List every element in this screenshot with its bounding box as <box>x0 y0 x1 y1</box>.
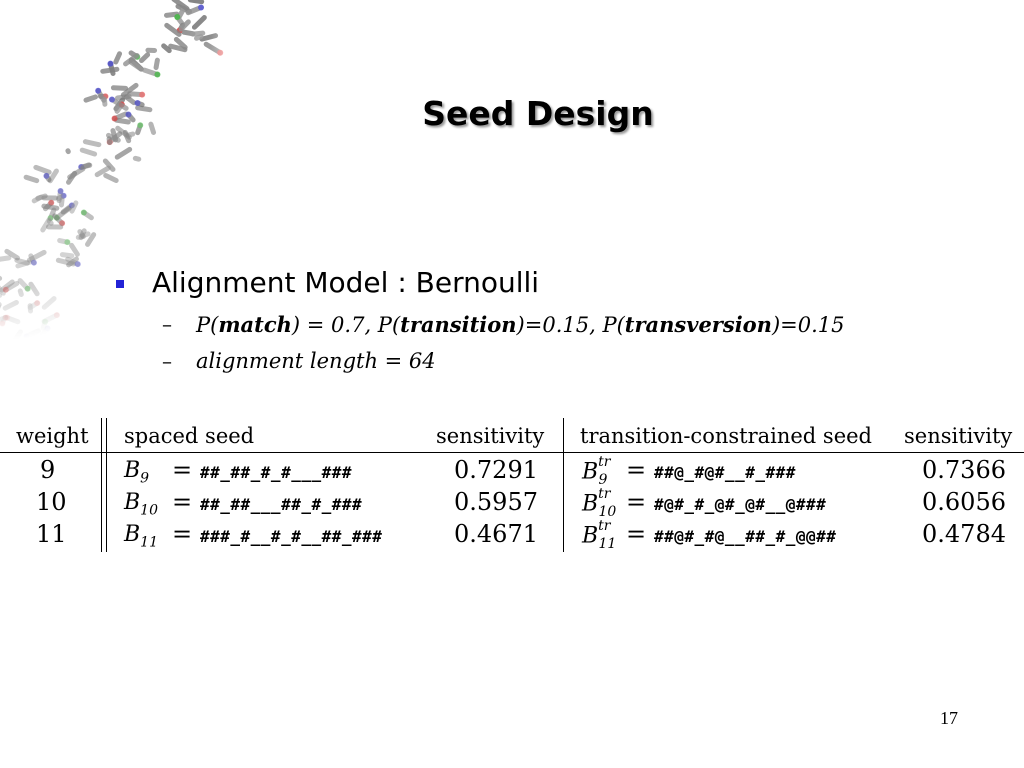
column-rule <box>563 418 564 552</box>
table-cell-weight: 9 <box>40 456 56 484</box>
table-cell-tc-seed: ##@#_#@__##_#_@@## <box>654 527 837 546</box>
sub-bullet-alignment-length: alignment length = 64 <box>196 349 436 373</box>
table-cell-tc-label: $B^{tr}_{10}$ <box>582 486 617 520</box>
dash-icon: – <box>162 312 172 336</box>
equals-sign: = <box>626 456 647 484</box>
table-cell-sensitivity: 0.4784 <box>922 520 1006 548</box>
header-transition-constrained-seed: transition-constrained seed <box>580 424 873 448</box>
table-cell-sensitivity: 0.7366 <box>922 456 1006 484</box>
table-cell-tc-label: $B^{tr}_9$ <box>582 454 611 488</box>
table-cell-seed-label: $B_9$ <box>124 458 150 487</box>
dash-icon: – <box>162 349 172 373</box>
table-cell-spaced-seed: ###_#__#_#__##_### <box>200 527 383 546</box>
double-rule-right <box>106 418 107 552</box>
header-spaced-seed: spaced seed <box>124 424 255 448</box>
table-cell-sensitivity: 0.5957 <box>454 488 538 516</box>
double-rule-left <box>101 418 102 552</box>
table-cell-tc-label: $B^{tr}_{11}$ <box>582 518 617 552</box>
table-cell-tc-seed: ##@_#@#__#_### <box>654 463 796 482</box>
table-cell-tc-seed: #@#_#_@#_@#__@### <box>654 495 827 514</box>
table-cell-spaced-seed: ##_##___##_#_### <box>200 495 363 514</box>
table-cell-spaced-seed: ##_##_#_#___### <box>200 463 352 482</box>
equals-sign: = <box>172 456 193 484</box>
slide-title: Seed Design <box>422 94 654 133</box>
header-sensitivity: sensitivity <box>904 424 1013 448</box>
table-cell-seed-label: $B_{11}$ <box>124 522 158 551</box>
square-bullet-icon <box>116 280 124 288</box>
header-sensitivity: sensitivity <box>436 424 545 448</box>
table-cell-sensitivity: 0.6056 <box>922 488 1006 516</box>
table-cell-sensitivity: 0.7291 <box>454 456 538 484</box>
table-cell-weight: 10 <box>36 488 67 516</box>
equals-sign: = <box>172 520 193 548</box>
bullet-alignment-model: Alignment Model : Bernoulli <box>152 266 540 299</box>
seed-table <box>0 418 1024 558</box>
header-rule <box>0 452 1024 453</box>
equals-sign: = <box>626 520 647 548</box>
table-cell-weight: 11 <box>36 520 67 548</box>
equals-sign: = <box>172 488 193 516</box>
page-number: 17 <box>940 708 958 728</box>
sub-bullet-probabilities: P(match) = 0.7, P(transition)=0.15, P(transversion)=0.15 <box>196 312 845 337</box>
header-weight: weight <box>16 424 89 448</box>
equals-sign: = <box>626 488 647 516</box>
table-cell-sensitivity: 0.4671 <box>454 520 538 548</box>
table-cell-seed-label: $B_{10}$ <box>124 490 158 519</box>
